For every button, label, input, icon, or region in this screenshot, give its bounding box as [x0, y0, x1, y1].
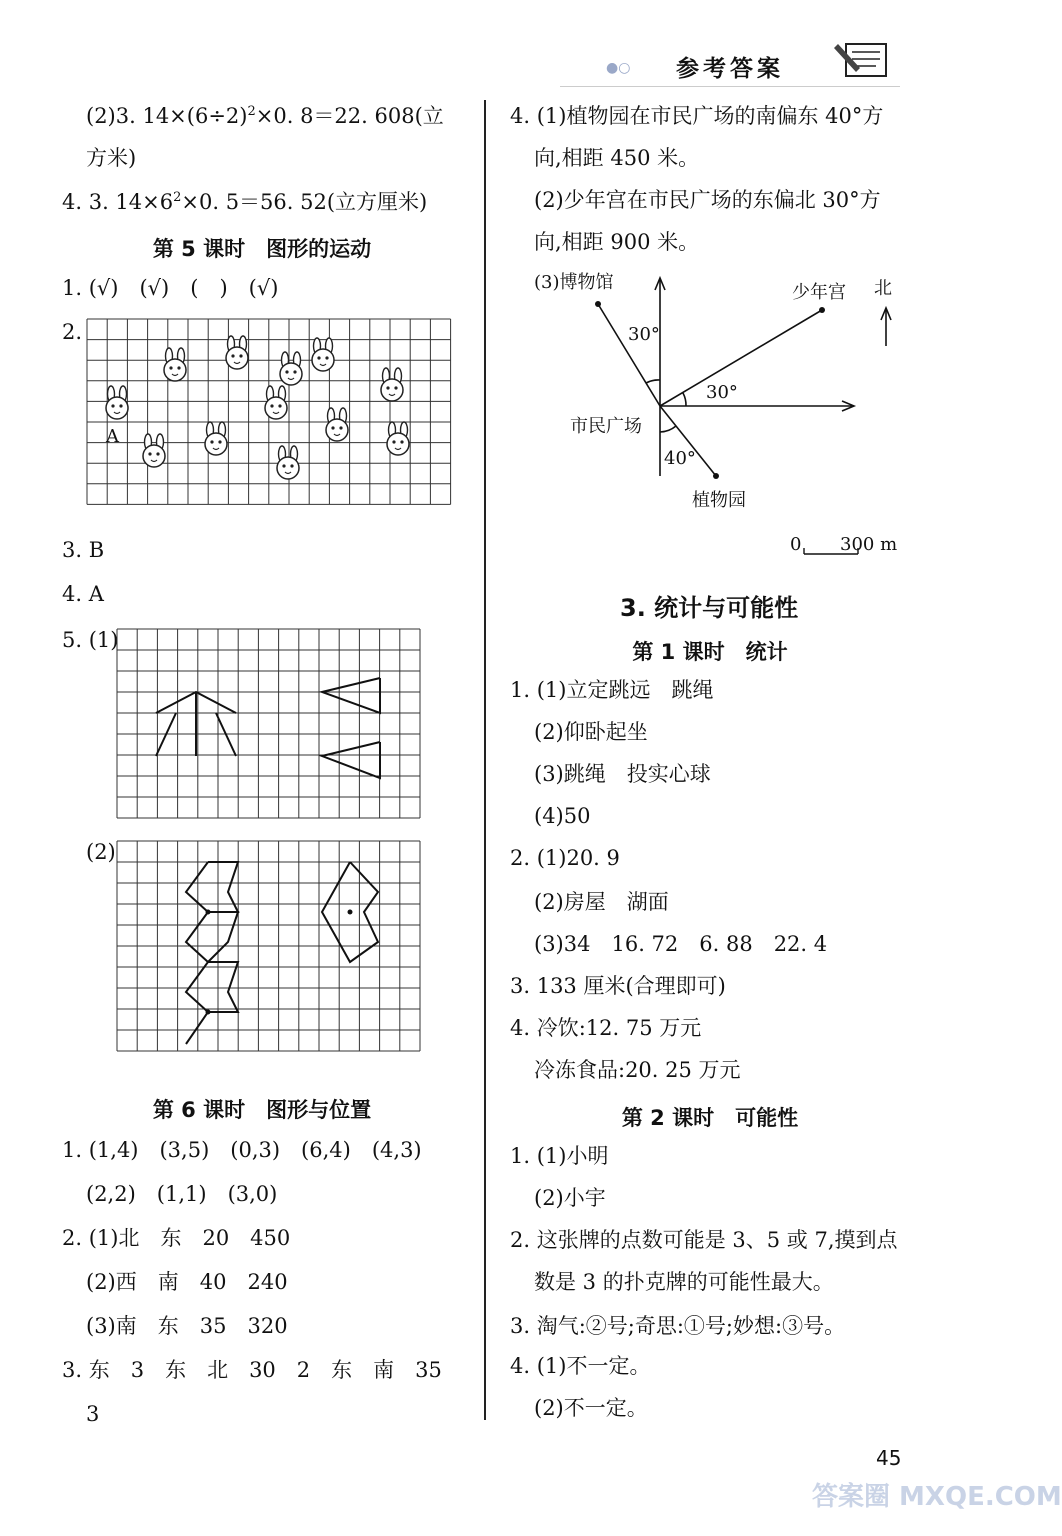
- rabbit-icon: [265, 386, 287, 419]
- lesson5-q2: 2.: [62, 320, 83, 344]
- lesson6-q3-line1: 3. 东 3 东 北 30 2 东 南 35: [62, 1358, 442, 1382]
- left-line-2: 方米): [86, 146, 137, 170]
- map-scale-label: 300 m: [840, 534, 898, 555]
- r-lesson1-q4-b: 冷冻食品:20. 25 万元: [534, 1058, 741, 1082]
- page-header-title: 参考答案: [676, 56, 784, 82]
- rabbit-icon: [326, 408, 348, 441]
- r-lesson2-q4-b: (2)不一定。: [534, 1396, 648, 1420]
- direction-map: [534, 266, 914, 570]
- watermark-logo: 答案圈 MXQE.COM: [812, 1482, 1062, 1512]
- map-scale-zero: 0: [790, 534, 802, 555]
- map-angle-3: 40°: [664, 448, 696, 469]
- map-label-north: 北: [874, 278, 892, 299]
- grid-label-a: A: [106, 426, 119, 447]
- r-lesson1-q3: 3. 133 厘米(合理即可): [510, 974, 726, 998]
- section-heading-r-lesson2: 第 2 课时 可能性: [621, 1106, 799, 1130]
- map-label-youth-palace: 少年宫: [792, 282, 846, 303]
- left-line-3: 4. 3. $14\times 6^2\times 0$. 5＝56. 52(立方厘米): [62, 190, 428, 214]
- rabbit-icon: [381, 368, 403, 401]
- map-angle-1: 30°: [628, 324, 660, 345]
- r-lesson1-q2-a: 2. (1)20. 9: [510, 846, 620, 870]
- lesson5-q5-2: (2): [86, 840, 116, 864]
- r-lesson2-q1-b: (2)小宇: [534, 1186, 606, 1210]
- header-rule: [560, 86, 900, 87]
- lesson5-q3: 3. B: [62, 538, 105, 562]
- right-q4-line4: 向,相距 900 米。: [534, 230, 700, 254]
- lesson5-q1: 1. (√) (√) ( ) (√): [62, 276, 279, 300]
- map-label-museum: (3)博物馆: [534, 272, 614, 293]
- lesson6-q2-line2: (2)西 南 40 240: [86, 1270, 288, 1294]
- section-heading-lesson5: 第 5 课时 图形的运动: [152, 237, 372, 261]
- r-lesson1-q1-b: (2)仰卧起坐: [534, 720, 648, 744]
- rabbit-icon: [226, 336, 248, 369]
- r-lesson2-q1-a: 1. (1)小明: [510, 1144, 609, 1168]
- left-line-1: (2)3. $14\times(6\div 2)^2\times 0$. 8＝22. 608(立: [86, 104, 444, 128]
- right-q4-line1: 4. (1)植物园在市民广场的南偏东 40°方: [510, 104, 884, 128]
- section-heading-lesson6: 第 6 课时 图形与位置: [152, 1098, 372, 1122]
- r-lesson2-q2-b: 数是 3 的扑克牌的可能性最大。: [534, 1270, 834, 1294]
- r-lesson1-q1-d: (4)50: [534, 804, 591, 828]
- rabbit-icon: [164, 348, 186, 381]
- section-title-statistics: 3. 统计与可能性: [620, 594, 799, 622]
- r-lesson2-q2-a: 2. 这张牌的点数可能是 3、5 或 7,摸到点: [510, 1228, 898, 1252]
- column-divider: [484, 100, 486, 1420]
- right-q4-line3: (2)少年宫在市民广场的东偏北 30°方: [534, 188, 881, 212]
- r-lesson1-q4-a: 4. 冷饮:12. 75 万元: [510, 1016, 702, 1040]
- lesson6-q2-line3: (3)南 东 35 320: [86, 1314, 288, 1338]
- r-lesson1-q1-a: 1. (1)立定跳远 跳绳: [510, 678, 714, 702]
- figure-grid-2: [116, 840, 422, 1058]
- map-label-square: 市民广场: [570, 416, 642, 437]
- lesson6-q2-line1: 2. (1)北 东 20 450: [62, 1226, 291, 1250]
- rabbit-icon: [387, 422, 409, 455]
- r-lesson1-q1-c: (3)跳绳 投实心球: [534, 762, 711, 786]
- lesson5-q5-1: 5. (1): [62, 628, 119, 652]
- lesson6-q1-line1: 1. (1,4) (3,5) (0,3) (6,4) (4,3): [62, 1138, 422, 1162]
- right-q4-line2: 向,相距 450 米。: [534, 146, 700, 170]
- lesson5-q4: 4. A: [62, 582, 104, 606]
- rabbit-icon: [280, 352, 302, 385]
- map-angle-2: 30°: [706, 382, 738, 403]
- r-lesson2-q3: 3. 淘气:②号;奇思:①号;妙想:③号。: [510, 1314, 846, 1338]
- lesson6-q1-line2: (2,2) (1,1) (3,0): [86, 1182, 278, 1206]
- rabbit-icon: [312, 338, 334, 371]
- rabbit-icon: [277, 446, 299, 479]
- rabbit-icon: [205, 422, 227, 455]
- rabbit-icon: [106, 386, 128, 419]
- rabbit-grid: [86, 318, 452, 512]
- map-label-garden: 植物园: [692, 490, 746, 511]
- r-lesson2-q4-a: 4. (1)不一定。: [510, 1354, 651, 1378]
- page-number: 45: [876, 1446, 902, 1470]
- pencil-paper-icon: [832, 38, 894, 86]
- r-lesson1-q2-b: (2)房屋 湖面: [534, 890, 669, 914]
- r-lesson1-q2-c: (3)34 16. 72 6. 88 22. 4: [534, 932, 828, 956]
- header-dots: ●○: [606, 60, 631, 76]
- figure-grid-1: [116, 628, 422, 828]
- lesson6-q3-line2: 3: [86, 1402, 100, 1426]
- section-heading-r-lesson1: 第 1 课时 统计: [632, 640, 788, 664]
- rabbit-icon: [143, 434, 165, 467]
